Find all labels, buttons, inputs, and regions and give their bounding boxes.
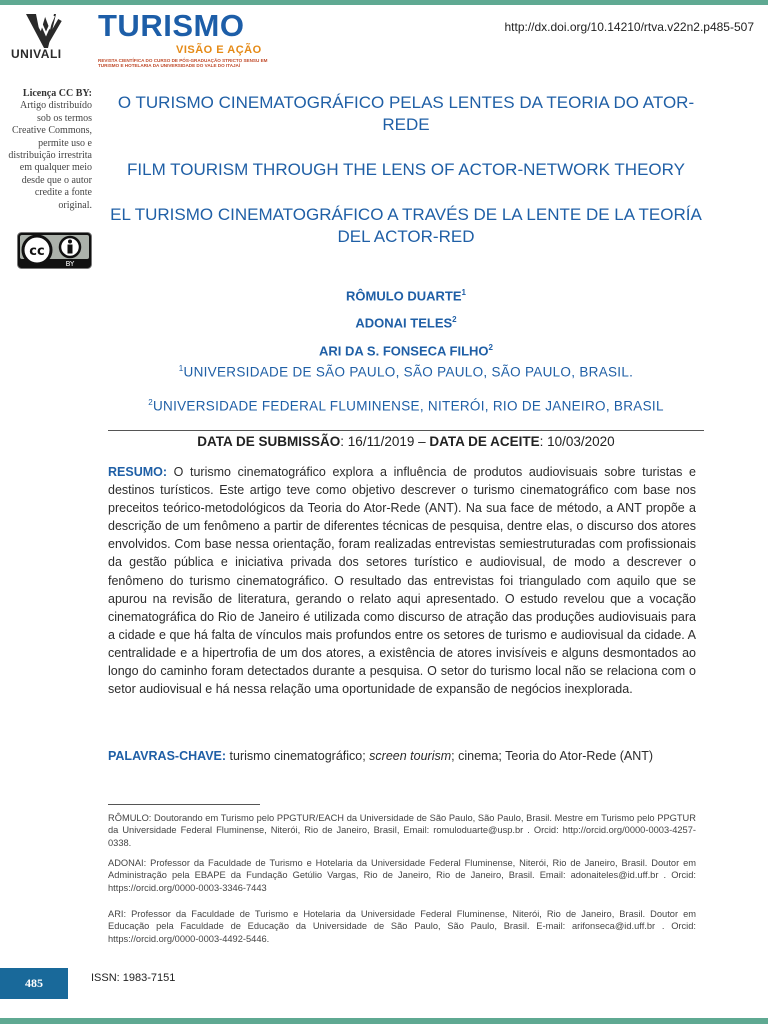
license-heading: Licença CC BY: [22, 88, 92, 99]
bottom-accent-bar [0, 1018, 768, 1024]
article-titles [108, 92, 704, 248]
abstract [108, 463, 696, 698]
footnote-adonai: ADONAI: Professor da Faculdade de Turismo e Hotelaria da Universidade Federal Fluminense, Niterói, Rio de Janeiro, Brasil. Doutor em Administração pela EBAPE da Fundação Getúlio Vargas, Rio de Janeiro, Rio de Janeiro, Brasil. Email: adonaiteles@id.uff.br . Orcid: https://orcid.org/0000-0003-3346-7443 [108, 858, 696, 893]
license-text: Artigo distribuído sob os termos Creative Commons, permite uso e distribuição irrestrita em qualquer meio desde que o autor credite a fonte original. [8, 100, 92, 211]
journal-title: TURISMO [98, 8, 245, 43]
title-spanish: EL TURISMO CINEMATOGRÁFICO A TRAVÉS DE LA LENTE DE LA TEORÍA DEL ACTOR-RED [110, 205, 702, 246]
author: ARI DA S. FONSECA FILHO$^2$ [319, 342, 493, 358]
author: RÔMULO DUARTE$^1$ [346, 288, 466, 304]
author-list [108, 281, 704, 363]
affiliation: $^2$UNIVERSIDADE FEDERAL FLUMINENSE, NITERÓI, RIO DE JANEIRO, BRASIL [148, 398, 664, 414]
abstract-label: RESUMO: [108, 465, 168, 479]
keywords-label: PALAVRAS-CHAVE: [108, 749, 227, 763]
title-english: FILM TOURISM THROUGH THE LENS OF ACTOR-NETWORK THEORY [127, 160, 685, 179]
footnote-ari: ARI: Professor da Faculdade de Turismo e Hotelaria da Universidade Federal Fluminense, Niterói, Rio de Janeiro, Brasil. Doutor em Educação pela Faculdade de Educação da Universidade de São Paulo, São Paulo, Brasil. E-mail: arifonseca@id.uff.br . Orcid: https://orcid.org/0000-0003-4492-5446. [108, 909, 696, 944]
journal-subtitle: VISÃO E AÇÃO [176, 44, 262, 56]
top-accent-bar [0, 0, 768, 5]
journal-tagline: REVISTA CIENTÍFICA DO CURSO DE PÓS-GRADUAÇÃO STRICTO SENSU EM TURISMO E HOTELARIA DA UNIVERSIDADE DO VALE DO ITAJAÍ [98, 58, 268, 69]
keywords: PALAVRAS-CHAVE: turismo cinematográfico; screen tourism; cinema; Teoria do Ator-Rede (ANT) [108, 749, 654, 763]
journal-brand [98, 8, 268, 69]
cc-badge-label: BY [65, 260, 75, 268]
affiliation: $^1$UNIVERSIDADE DE SÃO PAULO, SÃO PAULO, SÃO PAULO, BRASIL. [178, 364, 634, 380]
doi-link[interactable]: http://dx.doi.org/10.14210/rtva.v22n2.p485-507 [504, 20, 754, 34]
page-number: 485 [0, 968, 68, 999]
abstract-text: O turismo cinematográfico explora a influência de produtos audiovisuais sobre turistas e destinos turísticos. Este artigo teve como objetivo descrever o turismo cinematográfico com base nos preceitos teórico-metodológicos da Teoria do Ator-Rede (ANT). Na sua face de método, a ANT propõe a descrição de um fenômeno a partir de diferentes técnicas de pesquisa, dentre elas, o discurso dos atores envolvidos. Com base nessa orientação, foram realizadas entrevistas semiestruturadas com profissionais da gestão pública e iniciativa privada dos setores turístico e audiovisual, de modo a descrever o fenômeno do turismo cinematográfico. O resultado das entrevistas foi triangulado com aquilo que se apurou na revisão de literatura, gerando o relato aqui apresentado. O estudo revelou que a vocação cinematográfica do Rio de Janeiro é utilizada como discurso de atração das produções audiovisuais para a cidade e que há falta de vínculos mais profundos entre os setores de turismo e audiovisual da cidade. A centralidade e a hipertrofia de um dos atores, a existência de atores invisíveis e alguns desmontados ao longo do caminho foram detectados durante a pesquisa. O setor do turismo local não se relaciona com o setor audiovisual e há nessa relação uma oportunidade de expansão de negócios inexplorada. [108, 465, 696, 697]
license-note [6, 88, 92, 212]
submission-dates: DATA DE SUBMISSÃO: 16/11/2019 – DATA DE ACEITE: 10/03/2020 [197, 434, 615, 449]
author: ADONAI TELES$^2$ [355, 315, 457, 331]
issn: ISSN: 1983-7151 [91, 972, 176, 984]
dates-divider [108, 430, 704, 431]
footnote-divider [108, 804, 260, 805]
footnote-romulo: RÔMULO: Doutorando em Turismo pelo PPGTUR/EACH da Universidade de São Paulo, São Paulo, Brasil. Mestre em Turismo pelo PPGTUR da Universidade Federal Fluminense, Niterói, Rio de Janeiro, Brasil, Email: romuloduarte@usp.br . Orcid: http://orcid.org/0000-0003-4257-0338. [108, 813, 696, 848]
cc-by-badge-icon [17, 232, 92, 269]
svg-text:cc: cc [29, 244, 45, 259]
university-name: UNIVALI [11, 47, 62, 61]
title-portuguese: O TURISMO CINEMATOGRÁFICO PELAS LENTES DA TEORIA DO ATOR-REDE [117, 93, 695, 134]
